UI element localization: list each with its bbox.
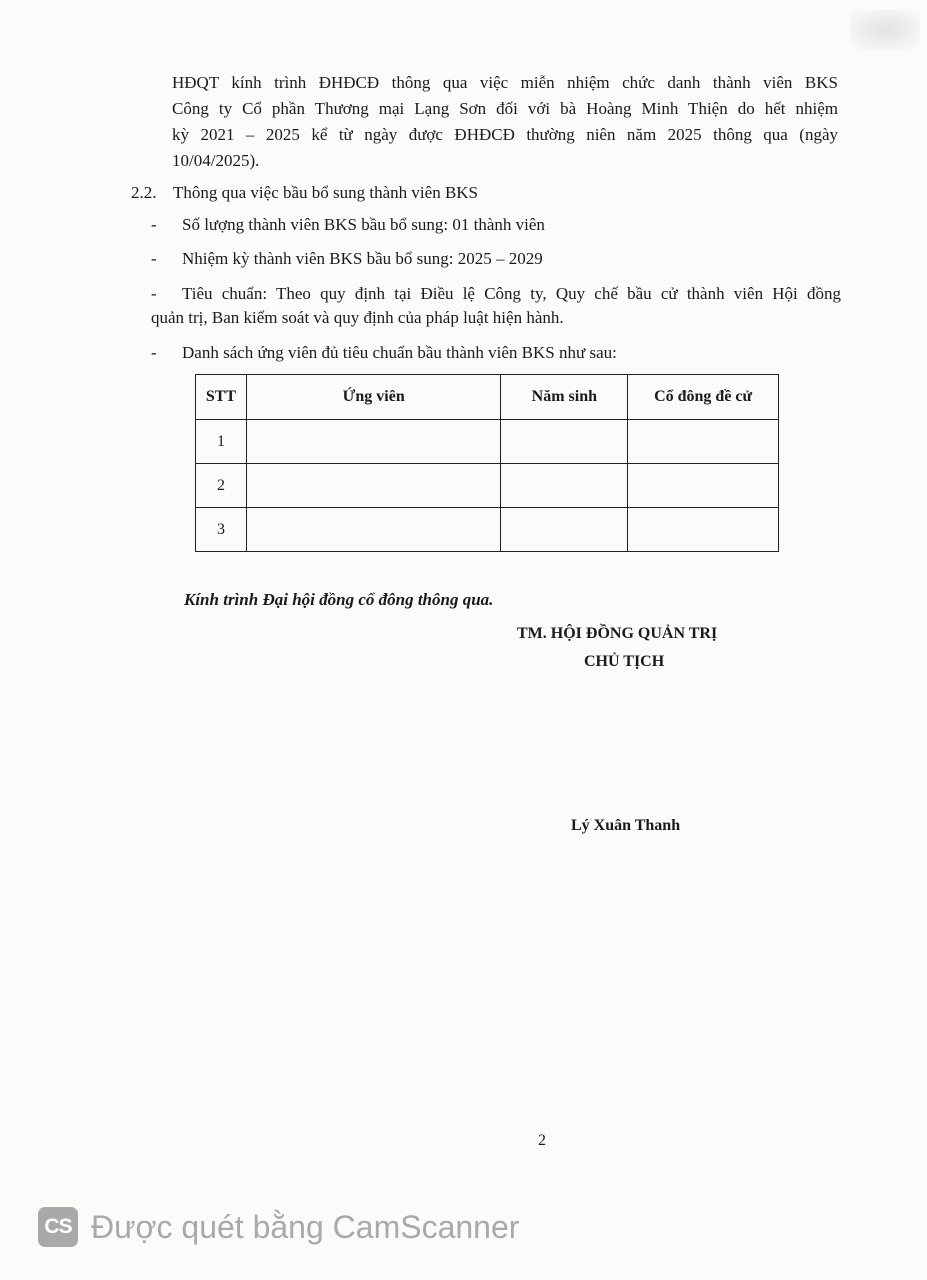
section-heading <box>131 181 478 205</box>
cell-candidate <box>246 420 501 464</box>
cell-candidate <box>246 464 501 508</box>
header-candidate: Ứng viên <box>246 375 501 420</box>
paragraph-line: kỳ 2021 – 2025 kể từ ngày được ĐHĐCĐ thường niên năm 2025 thông qua (ngày <box>172 125 838 144</box>
bullet-marker: - <box>151 343 157 362</box>
cell-stt: 2 <box>196 464 247 508</box>
cell-nominator <box>628 464 779 508</box>
table-header-row <box>196 375 779 420</box>
header-stt: STT <box>196 375 247 420</box>
header-birth-year: Năm sinh <box>501 375 628 420</box>
scan-smudge <box>850 10 920 50</box>
paragraph-line: 10/04/2025). <box>172 151 260 170</box>
cell-candidate <box>246 508 501 552</box>
table-row <box>196 508 779 552</box>
section-title: Thông qua việc bầu bổ sung thành viên BKS <box>173 183 479 202</box>
header-nominator: Cổ đông đề cử <box>628 375 779 420</box>
signature-name: Lý Xuân Thanh <box>571 817 681 834</box>
bullet-marker: - <box>151 215 157 234</box>
bullet-text: Danh sách ứng viên đủ tiêu chuẩn bầu thành viên BKS như sau: <box>182 343 617 362</box>
cell-stt: 1 <box>196 420 247 464</box>
bullet-criteria <box>151 282 841 330</box>
criteria-line-2: quản trị, Ban kiểm soát và quy định của pháp luật hiện hành. <box>151 308 564 327</box>
closing-statement: Kính trình Đại hội đồng cổ đông thông qua. <box>184 590 494 609</box>
bullet-marker: - <box>151 284 157 303</box>
criteria-line-1 <box>151 282 841 306</box>
bullet-text: Tiêu chuẩn: Theo quy định tại Điều lệ Công ty, Quy chế bầu cử thành viên Hội đồng <box>182 284 841 303</box>
signature-role: CHỦ TỊCH <box>584 653 665 670</box>
candidate-table <box>195 374 779 552</box>
cell-stt: 3 <box>196 508 247 552</box>
bullet-candidate-list <box>151 341 617 365</box>
camscanner-watermark: Được quét bằng CamScanner <box>91 1209 520 1245</box>
table-row <box>196 464 779 508</box>
page-number: 2 <box>538 1132 546 1149</box>
bullet-term <box>151 247 543 271</box>
table-row <box>196 420 779 464</box>
signature-org: TM. HỘI ĐỒNG QUẢN TRỊ <box>517 625 718 642</box>
cell-birth-year <box>501 464 628 508</box>
section-number: 2.2. <box>131 183 157 202</box>
dismissal-paragraph <box>172 70 838 174</box>
cell-birth-year <box>501 508 628 552</box>
bullet-text: Số lượng thành viên BKS bầu bổ sung: 01 thành viên <box>182 215 545 234</box>
paragraph-line: Công ty Cổ phần Thương mại Lạng Sơn đối với bà Hoàng Minh Thiện do hết nhiệm <box>172 99 838 118</box>
bullet-text: Nhiệm kỳ thành viên BKS bầu bổ sung: 2025 – 2029 <box>182 249 543 268</box>
paragraph-line: HĐQT kính trình ĐHĐCĐ thông qua việc miễn nhiệm chức danh thành viên BKS <box>172 73 838 92</box>
cell-birth-year <box>501 420 628 464</box>
bullet-marker: - <box>151 249 157 268</box>
cell-nominator <box>628 508 779 552</box>
camscanner-logo-icon: CS <box>38 1207 78 1247</box>
bullet-count <box>151 213 545 237</box>
cell-nominator <box>628 420 779 464</box>
